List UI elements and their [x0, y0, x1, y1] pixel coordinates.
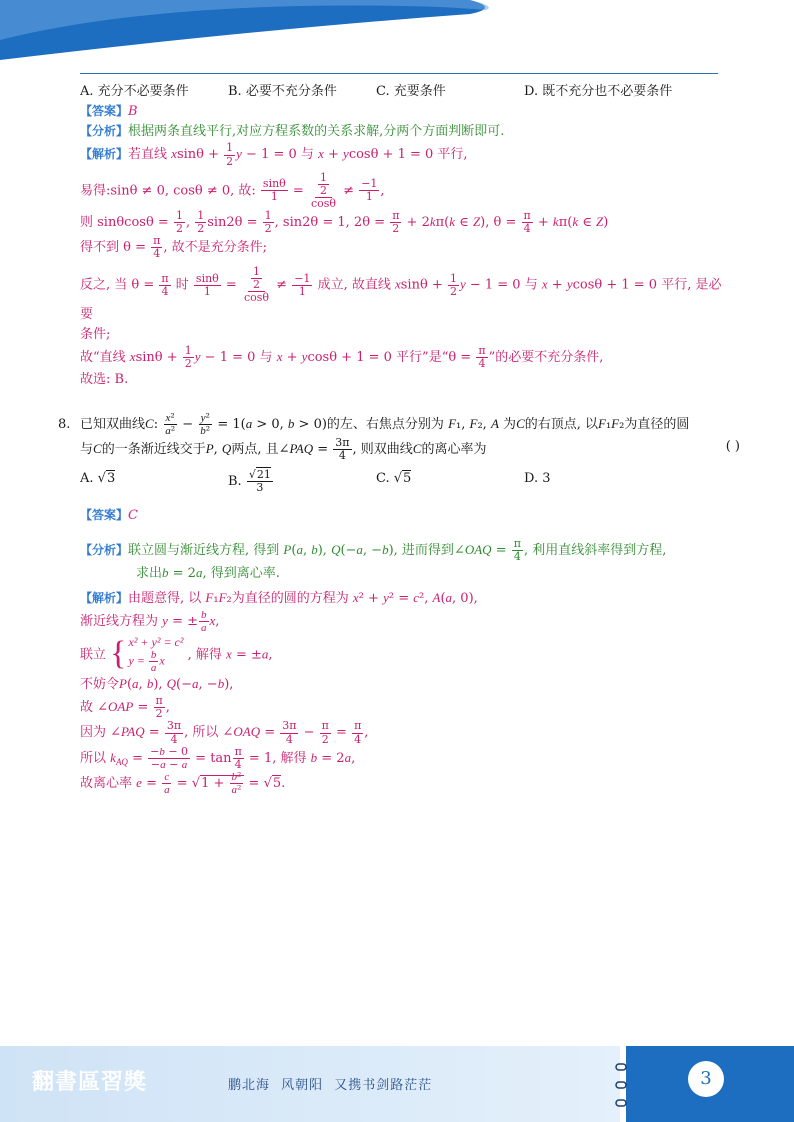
page-footer — [0, 1046, 794, 1122]
q8-answer — [80, 506, 730, 526]
q8-option-b: B. $\frac{√21}{3}$ — [228, 467, 271, 494]
q7-answer — [80, 102, 730, 122]
q8-stem-line2: 与C的一条渐近线交于P, Q两点, 且∠PAQ = $\frac{3\pi}{4}$ , 则双曲线C的离心率为 ( ) — [80, 436, 740, 463]
q7-sol-line7: 故“直线 xsinθ + $\frac{1}{2}$ y − 1 = 0 与 x + ycosθ + 1 = 0 平行”是“θ = $\frac{\pi}{4}$ ”的必要不充分条件, — [80, 343, 604, 370]
q7-option-d: D. 既不充分也不必要条件 — [524, 84, 673, 99]
q8-sol-line3: 联立 { x² + y² = c² y = $\frac{b}{a}$ x , 解得 x = ±a, — [80, 634, 273, 674]
q8-sol-line4: 不妨令P(a, b), Q(−a, −b), — [80, 676, 234, 693]
analysis-text: 根据两条直线平行,对应方程系数的关系求解,分两个方面判断即可. — [128, 124, 505, 140]
analysis-tag: 【分析】 — [80, 542, 129, 557]
q8-option-d: D. 3 — [524, 470, 551, 486]
q7-solution — [80, 142, 730, 390]
page-number: 3 — [688, 1061, 724, 1097]
page-content — [58, 80, 740, 797]
q8-stem-line1: 8. 已知双曲线C: $\frac{\text{x²}}{\text{a²}}$ − $\frac{\text{y²}}{\text{b²}}$ = 1(a > 0, b > 0)的左、右焦点分别为 F₁, F₂, A 为C的右顶点, 以F₁F₂为直径的圆 — [58, 411, 690, 438]
q7-sol-line6: 条件; — [80, 326, 111, 342]
q8-option-a: A. √3 — [80, 470, 116, 486]
q8-solution — [80, 588, 730, 796]
binder-rings-icon — [614, 1056, 628, 1112]
q7-sol-line1: 【解析】若直线 xsinθ + $\frac{1}{2}$ y − 1 = 0 与 x + ycosθ + 1 = 0 平行, — [80, 141, 468, 168]
header-divider — [80, 73, 718, 74]
footer-logo: 翻書區習獎 — [32, 1070, 148, 1095]
q8-sol-line2: 渐近线方程为 y = ± $\frac{b}{a}$ x, — [80, 609, 220, 635]
q7-sol-line2: 易得:sinθ ≠ 0, cosθ ≠ 0, 故: $\frac{\sin\theta}{1}$ = $\frac{\frac{1}{2}}{\cos\theta}$ ≠ $\frac{-1}{1}$ , — [80, 170, 385, 210]
solution-tag: 【解析】 — [80, 147, 129, 162]
answer-value: C — [128, 507, 138, 523]
question-number: 8. — [58, 417, 71, 433]
q8-option-c: C. √5 — [376, 470, 412, 486]
q7-option-c: C. 充要条件 — [376, 84, 446, 99]
solution-tag: 【解析】 — [80, 591, 129, 606]
q8-sol-line6: 因为 ∠PAQ = $\frac{3\pi}{4}$ , 所以 ∠OAQ = $\frac{3\pi}{4}$ − $\frac{\pi}{2}$ = $\frac{\pi}{4}$ , — [80, 719, 369, 746]
q8-sol-line7: 所以 $k_{AQ}$ = $\frac{-b - 0}{-a - a}$ = tan $\frac{\pi}{4}$ = 1, 解得 b = 2a, — [80, 744, 356, 771]
q8-sol-line5: 故 ∠OAP = $\frac{\pi}{2}$ , — [80, 694, 170, 721]
footer-slogan: 鹏北海 风朝阳 又携书剑路茫茫 — [228, 1078, 433, 1093]
q7-analysis — [80, 122, 730, 142]
answer-value: B — [128, 104, 138, 120]
q8-sol-line8: 故离心率 e = $\frac{c}{a}$ = √1 + $\frac{\text{b²}}{\text{a²}}$ = √5. — [80, 770, 286, 797]
answer-blank: ( ) — [725, 439, 740, 455]
q7-sol-line3: 则 sinθcosθ = $\frac{1}{2}$ , $\frac{1}{2}$ sin2θ = $\frac{1}{2}$ , sin2θ = 1, 2θ = $\frac{\pi}{2}$ + 2kπ(k ∈ Z), θ = $\frac{\pi}{4}$ + kπ(k ∈ Z) — [80, 208, 609, 235]
q7-sol-line5: 反之, 当 θ = $\frac{\pi}{4}$ 时 $\frac{\sin\theta}{1}$ = $\frac{\frac{1}{2}}{\cos\theta}$ ≠ $\frac{-1}{1}$ 成立, 故直线 xsinθ + $\frac{1}{2}$ y − 1 = 0 与 x + ycosθ + 1 = 0 平行, 是必要 — [80, 265, 722, 322]
q8-options — [80, 469, 730, 494]
q7-options — [80, 82, 730, 102]
q7-sol-line8: 故选: B. — [80, 372, 129, 388]
q7-option-b: B. 必要不充分条件 — [228, 84, 337, 99]
q7-sol-line4: 得不到 θ = $\frac{\pi}{4}$ , 故不是充分条件; — [80, 234, 268, 261]
header-swoosh — [0, 0, 794, 60]
answer-tag: 【答案】 — [80, 104, 129, 119]
q8-sol-line1: 【解析】由题意得, 以 F₁F₂为直径的圆的方程为 x² + y² = c², A(a, 0), — [80, 590, 478, 607]
analysis-tag: 【分析】 — [80, 124, 129, 139]
q7-option-a: A. 充分不必要条件 — [80, 84, 189, 99]
q8-analysis: 【分析】联立圆与渐近线方程, 得到 P(a, b), Q(−a, −b), 进而得到∠OAQ = $\frac{\pi}{4}$ , 利用直线斜率得到方程, 求出b = 2a, 得到离心率. — [80, 536, 667, 582]
q8-stem — [58, 411, 740, 463]
answer-tag: 【答案】 — [80, 507, 129, 522]
